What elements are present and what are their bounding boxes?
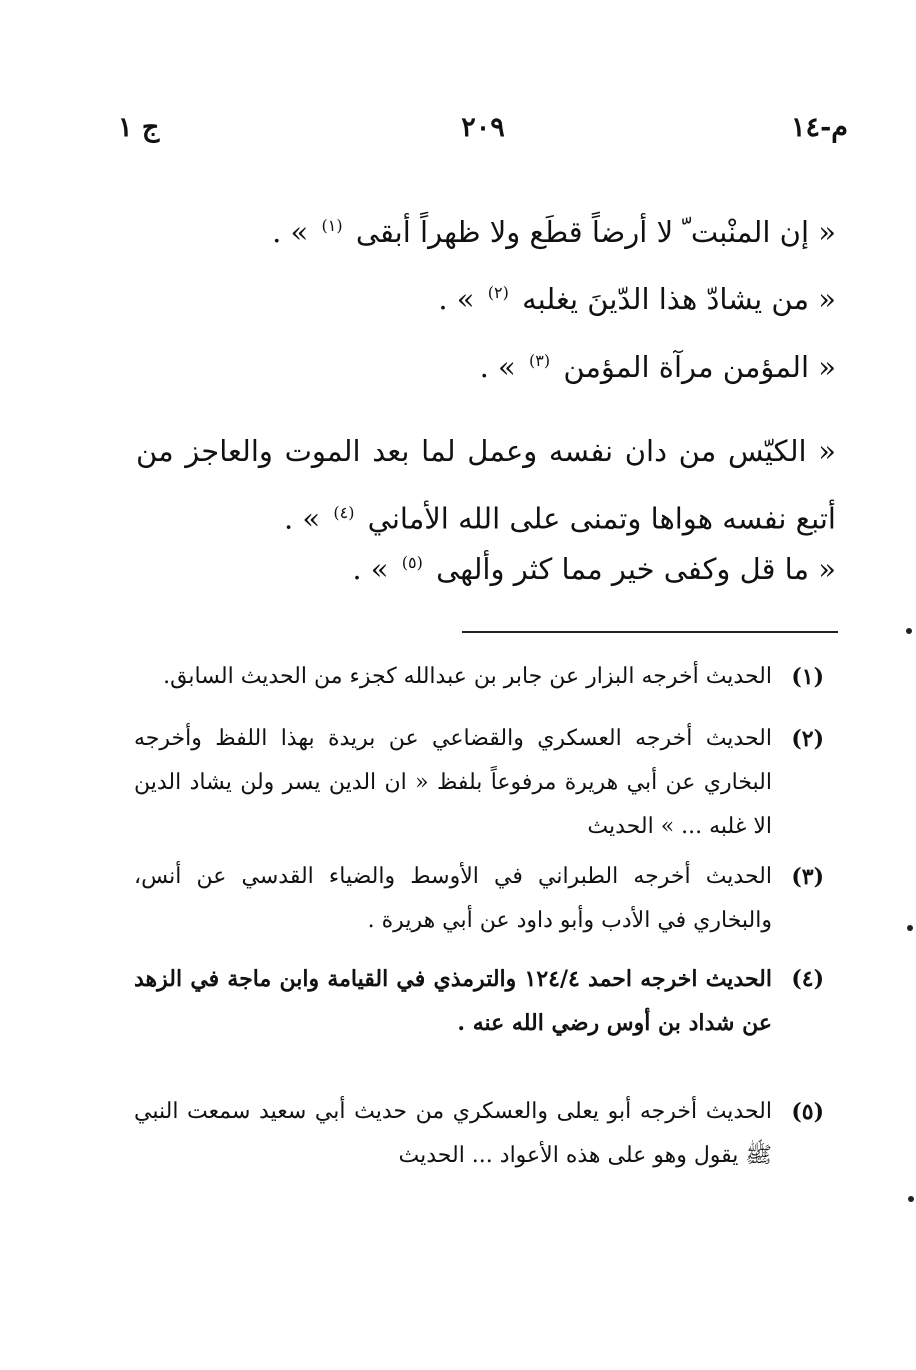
hadith-item bbox=[438, 282, 836, 317]
hadith-item bbox=[136, 420, 836, 550]
footnote-ref: (٣) bbox=[529, 351, 551, 371]
footnote-ref: (٥) bbox=[401, 553, 423, 573]
hadith-close: » . bbox=[479, 350, 516, 384]
signature-mark: م-١٤ bbox=[791, 112, 848, 143]
hadith-item bbox=[352, 552, 836, 587]
hadith-item bbox=[480, 350, 836, 385]
hadith-text: « إن المنْبت ّ لا أرضاً قطَع ولا ظهراً أبقى bbox=[355, 215, 836, 249]
volume-label: ج ١ bbox=[118, 112, 160, 143]
footnote-item bbox=[134, 1090, 824, 1178]
footnote-item bbox=[134, 655, 824, 699]
hadith-text: « المؤمن مرآة المؤمن bbox=[563, 350, 836, 384]
hadith-text: « الكيّس من دان نفسه وعمل لما بعد الموت والعاجز من أتبع نفسه هواها وتمنى على الله الأماني bbox=[136, 434, 836, 536]
footnote-ref: (١) bbox=[321, 216, 343, 236]
hadith-item bbox=[272, 215, 836, 250]
footnote-ref: (٢) bbox=[487, 283, 509, 303]
hadith-text: « ما قل وكفى خير مما كثر وألهى bbox=[436, 552, 836, 586]
footnote-number: (٤) bbox=[791, 966, 824, 992]
hadith-text: « من يشادّ هذا الدّينَ يغلبه bbox=[522, 282, 836, 316]
footnote-ref: (٤) bbox=[333, 503, 355, 522]
footnote-item bbox=[134, 717, 824, 849]
scan-speck bbox=[906, 628, 912, 634]
hadith-close: » . bbox=[438, 282, 475, 316]
footnote-item bbox=[134, 957, 824, 1045]
scan-speck bbox=[908, 1196, 914, 1202]
hadith-close: » . bbox=[272, 215, 309, 249]
page-header bbox=[118, 112, 848, 156]
hadith-close: » . bbox=[352, 552, 389, 586]
footnote-text: الحديث أخرجه البزار عن جابر بن عبدالله كجزء من الحديث السابق. bbox=[163, 664, 772, 689]
hadith-close: » . bbox=[283, 501, 321, 536]
footnote-text: الحديث اخرجه احمد ١٢٤/٤ والترمذي في القيامة وابن ماجة في الزهد عن شداد بن أوس رضي الله عنه . bbox=[134, 966, 772, 1036]
footnote-number: (١) bbox=[791, 664, 824, 690]
footnote-text: الحديث أخرجه أبو يعلى والعسكري من حديث أبي سعيد سمعت النبي ﷺ يقول وهو على هذه الأعواد ... الحديث bbox=[134, 1099, 772, 1168]
footnote-divider bbox=[462, 631, 838, 633]
footnote-number: (٥) bbox=[791, 1099, 824, 1125]
footnote-number: (٢) bbox=[791, 726, 824, 752]
scan-speck bbox=[907, 925, 913, 931]
footnote-number: (٣) bbox=[791, 864, 824, 890]
footnote-text: الحديث أخرجه العسكري والقضاعي عن بريدة بهذا اللفظ وأخرجه البخاري عن أبي هريرة مرفوعاً بلفظ « ان الدين يسر ولن يشاد الدين الا غلبه ... » الحديث bbox=[134, 726, 772, 839]
footnote-text: الحديث أخرجه الطبراني في الأوسط والضياء القدسي عن أنس، والبخاري في الأدب وأبو داود عن أبي هريرة . bbox=[134, 864, 772, 933]
page-number: ٢٠٩ bbox=[461, 112, 505, 143]
footnote-item bbox=[134, 855, 824, 943]
